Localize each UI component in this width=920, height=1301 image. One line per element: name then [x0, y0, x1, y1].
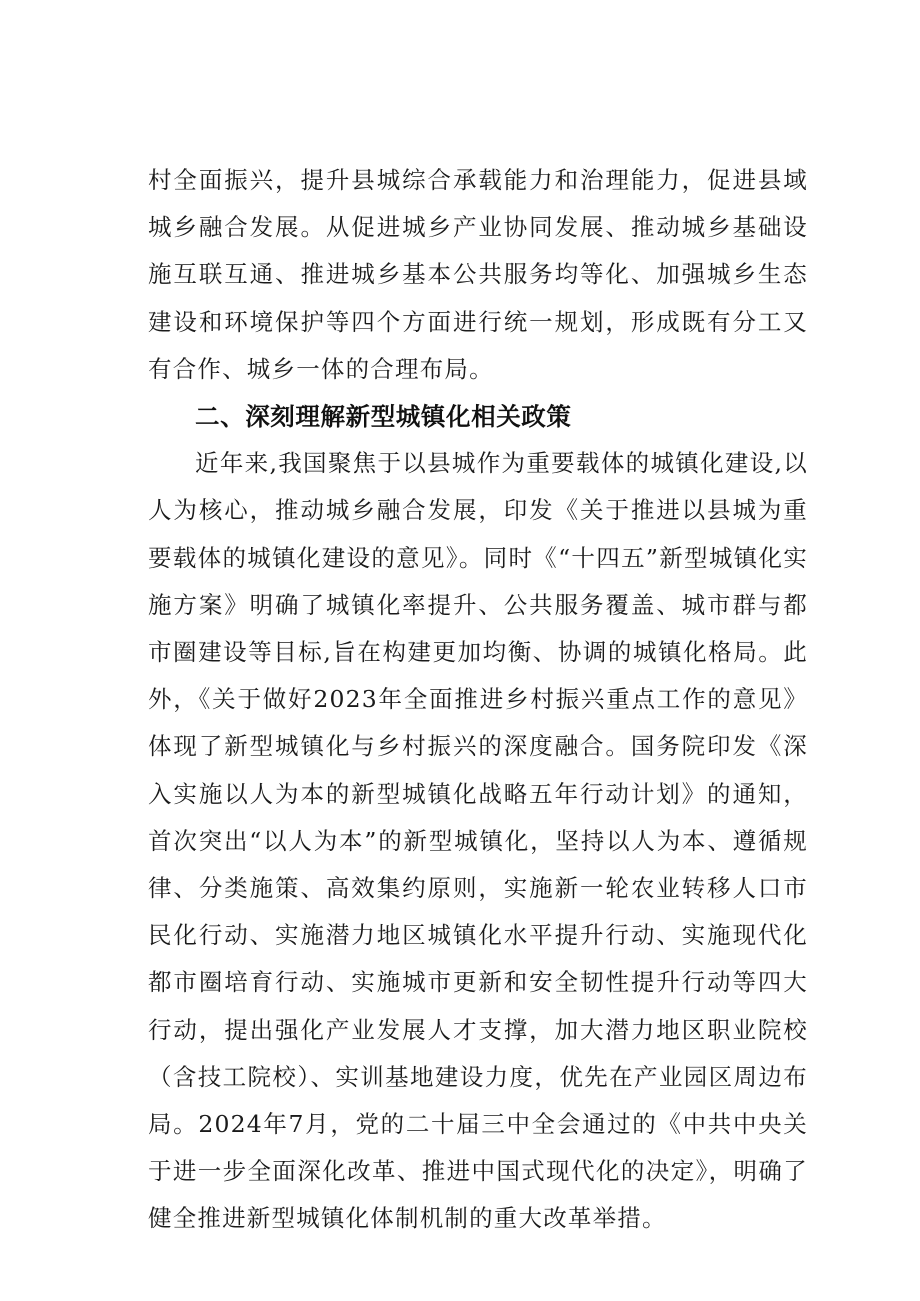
section-heading: 二、深刻理解新型城镇化相关政策: [195, 402, 572, 432]
policy-paragraph: 近年来,我国聚焦于以县城作为重要载体的城镇化建设,以人为核心，推动城乡融合发展，印发《关于推进以县城为重要载体的城镇化建设的意见》。同时《“十四五”新型城镇化实施方案》明确了城镇化率提升、公共服务覆盖、城市群与都市圈建设等目标,旨在构建更加均衡、协调的城镇化格局。此外，《关于做好2023年全面推进乡村振兴重点工作的意见》体现了新型城镇化与乡村振兴的深度融合。国务院印发《深入实施以人为本的新型城镇化战略五年行动计划》的通知，首次突出“以人为本”的新型城镇化，坚持以人为本、遵循规律、分类施策、高效集约原则，实施新一轮农业转移人口市民化行动、实施潜力地区城镇化水平提升行动、实施现代化都市圈培育行动、实施城市更新和安全韧性提升行动等四大行动，提出强化产业发展人才支撑，加大潜力地区职业院校（含技工院校）、实训基地建设力度，优先在产业园区周边布局。2024年7月，党的二十届三中全会通过的《中共中央关于进一步全面深化改革、推进中国式现代化的决定》，明确了健全推进新型城镇化体制机制的重大改革举措。: [148, 449, 808, 1233]
continued-paragraph: 村全面振兴，提升县城综合承载能力和治理能力，促进县域城乡融合发展。从促进城乡产业协同发展、推动城乡基础设施互联互通、推进城乡基本公共服务均等化、加强城乡生态建设和环境保护等四个方面进行统一规划，形成既有分工又有合作、城乡一体的合理布局。: [148, 166, 808, 383]
document-body: [148, 157, 808, 1243]
